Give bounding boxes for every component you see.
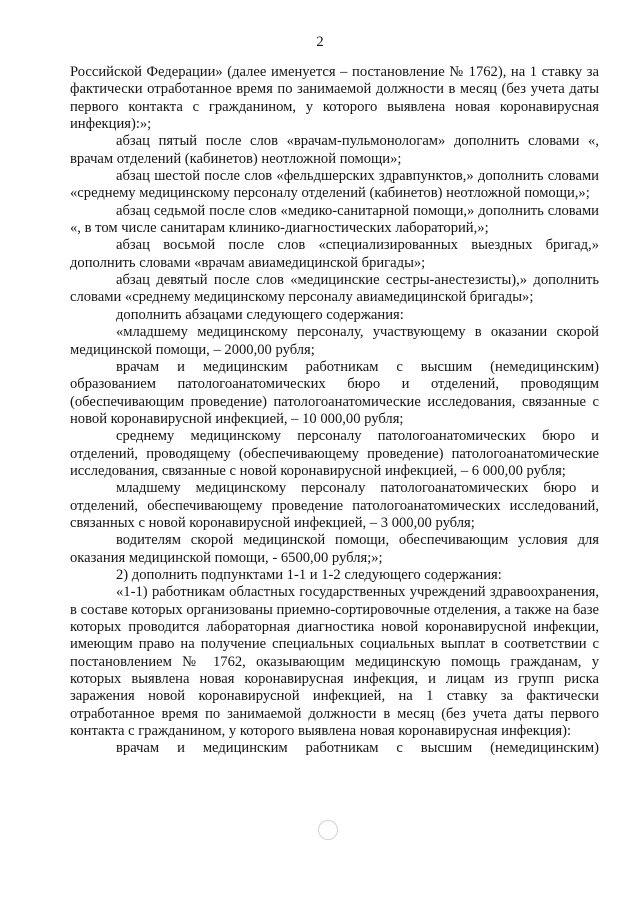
document-body [70, 64, 599, 758]
paragraph-continuation: Российской Федерации» (далее именуется – постановление № 1762), на 1 ставку за фактически отработанное время по занимаемой должности в месяц (без учета даты первого контакта с гражданином, у которого выявлена новая коронавирусная инфекция):»; [70, 64, 599, 133]
paragraph: «1-1) работникам областных государственных учреждений здравоохранения, в составе которых организованы приемно-сортировочные отделения, а также на базе которых проводится лабораторная диагностика новой коронавирусной инфекции, имеющим право на получение специальных социальных выплат в соответствии с постановлением № 1762, оказывающим медицинскую помощь гражданам, у которых выявлена новая коронавирусная инфекция, и лицам из групп риска заражения новой коронавирусной инфекцией, на 1 ставку за фактически отработанное время по занимаемой должности в месяц (без учета даты первого контакта с гражданином, у которого выявлена новая коронавирусная инфекция): [70, 584, 599, 740]
paragraph: водителям скорой медицинской помощи, обеспечивающим условия для оказания медицинской помощи, - 6500,00 рубля;»; [70, 532, 599, 566]
faint-stamp-mark [318, 820, 338, 840]
paragraph: абзац девятый после слов «медицинские сестры-анестезисты),» дополнить словами «среднему медицинскому персоналу авиамедицинской бригады»; [70, 272, 599, 306]
paragraph: среднему медицинскому персоналу патологоанатомических бюро и отделений, проводящему (обеспечивающему проведение) патологоанатомические исследования, связанные с новой коронавирусной инфекцией, – 6 000,00 рубля; [70, 428, 599, 479]
paragraph: 2) дополнить подпунктами 1-1 и 1-2 следующего содержания: [116, 566, 502, 583]
paragraph: младшему медицинскому персоналу патологоанатомических бюро и отделений, обеспечивающему проведение патологоанатомических исследований, связанных с новой коронавирусной инфекцией, – 3 000,00 рубля; [70, 480, 599, 531]
paragraph: врачам и медицинским работникам с высшим (немедицинским) образованием патологоанатомических бюро и отделений, проводящим (обеспечивающим проведение) патологоанатомические исследования, связанные с новой коронавирусной инфекцией, – 10 000,00 рубля; [70, 358, 599, 427]
paragraph: абзац шестой после слов «фельдшерских здравпунктов,» дополнить словами «среднему медицинскому персоналу отделений (кабинетов) неотложной помощи,»; [70, 168, 599, 202]
page-number: 2 [316, 34, 324, 50]
paragraph: «младшему медицинскому персоналу, участвующему в оказании скорой медицинской помощи, – 2000,00 рубля; [70, 324, 599, 358]
paragraph: дополнить абзацами следующего содержания: [116, 306, 404, 323]
paragraph-truncated: врачам и медицинским работникам с высшим (немедицинским) [116, 740, 599, 757]
paragraph: абзац восьмой после слов «специализированных выездных бригад,» дополнить словами «врачам авиамедицинской бригады»; [70, 237, 599, 271]
paragraph: абзац седьмой после слов «медико-санитарной помощи,» дополнить словами «, в том числе санитарам клинико-диагностических лабораторий,»; [70, 202, 599, 237]
paragraph: абзац пятый после слов «врачам-пульмонологам» дополнить словами «, врачам отделений (кабинетов) неотложной помощи»; [70, 133, 599, 167]
